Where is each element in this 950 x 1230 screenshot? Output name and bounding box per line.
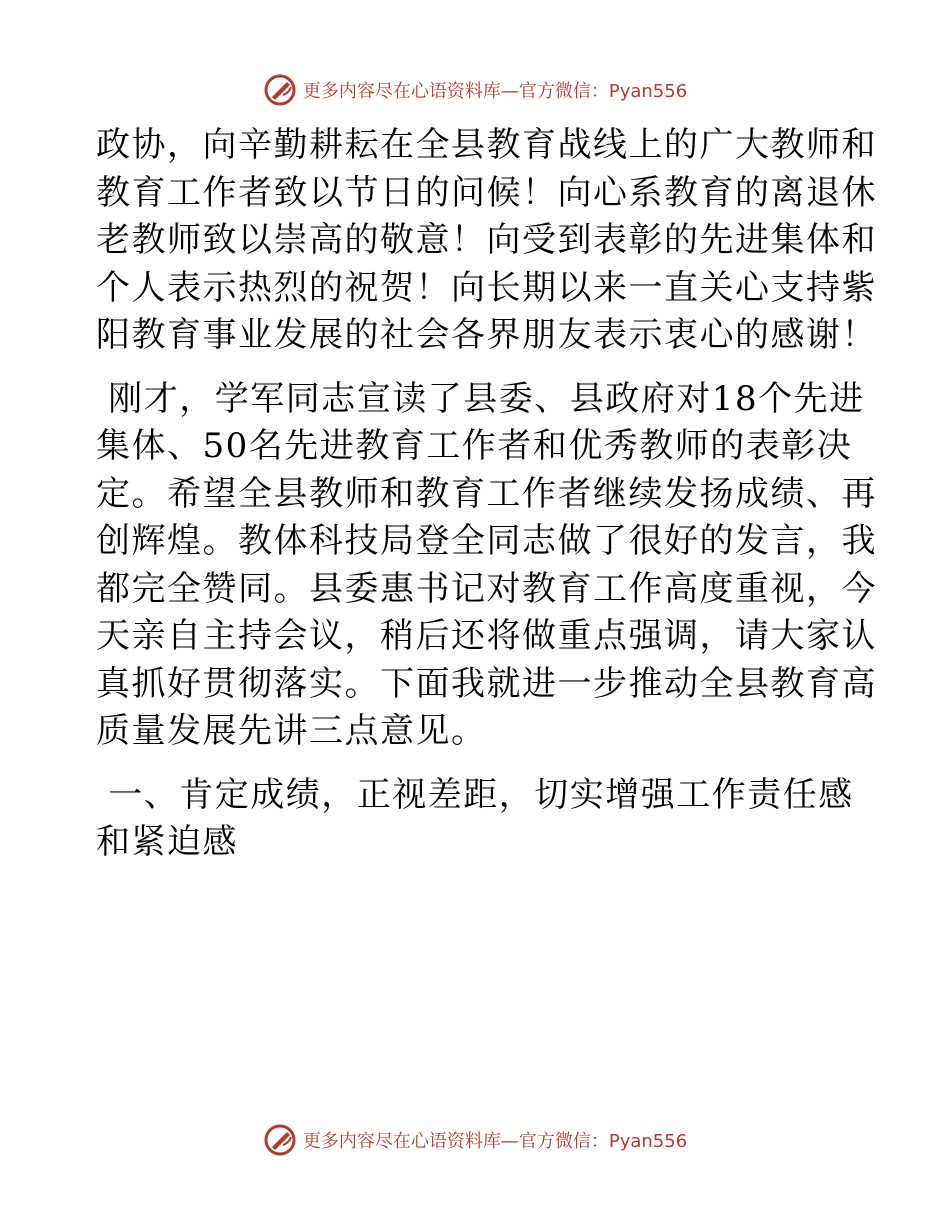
text-line: 创辉煌。教体科技局登全同志做了很好的发言，我 bbox=[96, 521, 877, 561]
text-line: 和紧迫感 bbox=[96, 822, 238, 862]
document-body bbox=[96, 122, 877, 867]
logo-icon bbox=[263, 73, 297, 107]
footer-watermark bbox=[0, 1120, 950, 1160]
text-line: 老教师致以崇高的敬意！向受到表彰的先进集体和 bbox=[96, 220, 877, 260]
section-heading bbox=[96, 772, 856, 867]
text-line: 集体、50名先进教育工作者和优秀教师的表彰决 bbox=[96, 426, 853, 466]
logo-icon bbox=[263, 1123, 297, 1157]
text-line: 个人表示热烈的祝贺！向长期以来一直关心支持紫 bbox=[96, 267, 877, 308]
text-line: 政协，向辛勤耕耘在全县教育战线上的广大教师和 bbox=[96, 125, 877, 165]
text-line: 天亲自主持会议，稍后还将做重点强调，请大家认 bbox=[96, 616, 877, 656]
watermark-text: 更多内容尽在心语资料库—官方微信：Pyan556 bbox=[302, 1131, 688, 1152]
watermark-text: 更多内容尽在心语资料库—官方微信：Pyan556 bbox=[302, 81, 688, 102]
text-line: 质量发展先讲三点意见。 bbox=[96, 711, 487, 751]
text-line: 真抓好贯彻落实。下面我就进一步推动全县教育高 bbox=[96, 663, 877, 704]
header-watermark bbox=[0, 70, 950, 110]
text-line: 定。希望全县教师和教育工作者继续发扬成绩、再 bbox=[96, 473, 877, 514]
text-line: 阳教育事业发展的社会各界朋友表示衷心的感谢！ bbox=[96, 315, 877, 355]
paragraph bbox=[96, 122, 877, 360]
text-line: 刚才，学军同志宣读了县委、县政府对18个先进 bbox=[96, 378, 865, 419]
paragraph bbox=[96, 376, 877, 756]
text-line: 一、肯定成绩，正视差距，切实增强工作责任感 bbox=[96, 774, 854, 815]
text-line: 都完全赞同。县委惠书记对教育工作高度重视，今 bbox=[96, 568, 877, 609]
text-line: 教育工作者致以节日的问候！向心系教育的离退休 bbox=[96, 172, 877, 213]
